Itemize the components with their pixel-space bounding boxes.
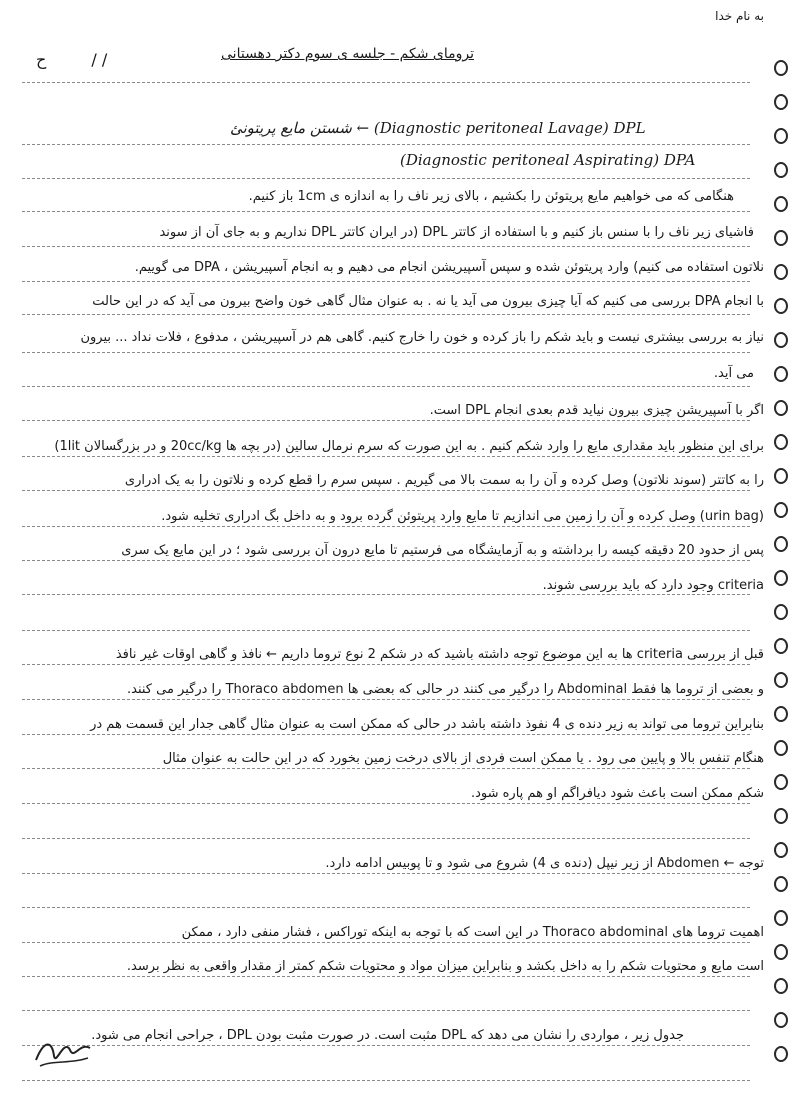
binding-ring — [774, 366, 788, 382]
ruled-line — [22, 246, 750, 247]
note-line: شکم ممکن است باعث شود دیافراگم او هم پاره شود. — [470, 786, 764, 801]
binding-ring — [774, 910, 788, 926]
binding-ring — [774, 60, 788, 76]
note-line: نلاتون استفاده می کنیم) وارد پریتوئن شده و سپس آسپیریشن انجام می دهیم و به انجام آسپیریشن ، DPA می گوییم. — [134, 260, 764, 275]
ruled-line — [22, 314, 750, 315]
page-title: ترومای شکم - جلسه ی سوم دکتر دهستانی — [221, 46, 474, 62]
ruled-line — [22, 178, 750, 179]
note-line: بنابراین تروما می تواند به زیر دنده ی 4 نفوذ داشته باشد در حالی که ممکن است به عنوان مثال گاهی جدار این قسمت هم در — [90, 717, 764, 732]
ruled-line — [22, 560, 750, 561]
binding-ring — [774, 196, 788, 212]
ruled-line — [22, 386, 750, 387]
binding-ring — [774, 264, 788, 280]
ruled-line — [22, 803, 750, 804]
ruled-line — [22, 144, 750, 145]
ruled-line — [22, 420, 750, 421]
binding-ring — [774, 808, 788, 824]
date-suffix: ح — [36, 50, 47, 69]
note-line: هنگام تنفس بالا و پایین می رود . یا ممکن است فردی از بالای درخت زمین بخورد که در این حالت به عنوان مثال — [162, 751, 764, 766]
note-line: اگر با آسپیریشن چیزی بیرون نیاید قدم بعدی انجام DPL است. — [429, 403, 764, 418]
binding-ring — [774, 740, 788, 756]
note-line: با انجام DPA بررسی می کنیم که آیا چیزی بیرون می آید یا نه . به عنوان مثال گاهی خون واضح بیرون می آید که در این حالت — [92, 294, 764, 309]
binding-ring — [774, 672, 788, 688]
spiral-binding — [772, 40, 792, 1103]
ruled-line — [22, 907, 750, 908]
bismillah: به نام خدا — [715, 9, 764, 23]
binding-ring — [774, 604, 788, 620]
ruled-line — [22, 211, 750, 212]
note-line: شستن مایع پریتونئ ← (Diagnostic peritoneal Lavage) DPL — [230, 119, 646, 137]
ruled-line — [22, 976, 750, 977]
note-line: پس از حدود 20 دقیقه کیسه را برداشته و به آزمایشگاه می فرستیم تا مایع درون آن بررسی شود ؛ در این مایع یک سری — [121, 543, 764, 558]
binding-ring — [774, 570, 788, 586]
note-line: برای این منظور باید مقداری مایع را وارد شکم کنیم . به این صورت که سرم نرمال سالین (در بچه ها 20cc/kg و در بزرگسالان 1lit) — [54, 439, 764, 454]
ruled-line — [22, 942, 750, 943]
binding-ring — [774, 434, 788, 450]
ruled-line — [22, 630, 750, 631]
note-line: (urin bag) وصل کرده و آن را زمین می اندازیم تا مایع وارد پریتوئن گرده برود و به داخل بگ ادراری تخلیه شود. — [161, 509, 764, 524]
binding-ring — [774, 400, 788, 416]
ruled-line — [22, 526, 750, 527]
binding-ring — [774, 332, 788, 348]
ruled-line — [22, 281, 750, 282]
binding-ring — [774, 774, 788, 790]
note-line: است مایع و محتویات شکم را به داخل بکشد و بنابراین میزان مواد و محتویات شکم کمتر از مقدار واقعی به نظر برسد. — [126, 959, 764, 974]
binding-ring — [774, 230, 788, 246]
binding-ring — [774, 638, 788, 654]
ruled-line — [22, 1080, 750, 1081]
ruled-line — [22, 699, 750, 700]
note-line: هنگامی که می خواهیم مایع پریتوئن را بکشیم ، بالای زیر ناف را به اندازه ی 1cm باز کنیم. — [248, 189, 734, 204]
ruled-line — [22, 838, 750, 839]
note-line: criteria وجود دارد که باید بررسی شوند. — [542, 578, 764, 593]
binding-ring — [774, 1046, 788, 1062]
ruled-line — [22, 490, 750, 491]
binding-ring — [774, 944, 788, 960]
ruled-line — [22, 873, 750, 874]
binding-ring — [774, 468, 788, 484]
date-label — [36, 52, 107, 68]
note-line: قبل از بررسی criteria ها به این موضوع توجه داشته باشید که در شکم 2 نوع تروما داریم ← نافذ و گاهی اوقات غیر نافذ — [115, 647, 764, 662]
date-field: / / — [91, 50, 108, 69]
ruled-line — [22, 1045, 750, 1046]
ruled-line — [22, 82, 750, 83]
ruled-line — [22, 768, 750, 769]
binding-ring — [774, 162, 788, 178]
binding-ring — [774, 1012, 788, 1028]
note-line: جدول زیر ، مواردی را نشان می دهد که DPL مثبت است. در صورت مثبت بودن DPL ، جراحی انجام می شود. — [91, 1028, 684, 1043]
binding-ring — [774, 128, 788, 144]
binding-ring — [774, 978, 788, 994]
binding-ring — [774, 94, 788, 110]
ruled-line — [22, 664, 750, 665]
binding-ring — [774, 706, 788, 722]
note-line: توجه ← Abdomen از زیر نیپل (دنده ی 4) شروع می شود و تا پوبیس ادامه دارد. — [325, 856, 764, 871]
note-line: فاشیای زیر ناف را با سنس باز کنیم و با استفاده از کاتتر DPL (در ایران کاتتر DPL نداریم و به جای آن از سوند — [159, 225, 754, 240]
binding-ring — [774, 502, 788, 518]
binding-ring — [774, 298, 788, 314]
note-line: (Diagnostic peritoneal Aspirating) DPA — [400, 151, 696, 169]
note-line: می آید. — [713, 366, 754, 381]
note-line: نیاز به بررسی بیشتری نیست و باید شکم را باز کرده و خون را خارج کنیم. گاهی هم در آسپیریشن ، مدفوع ، فلات نداد ... بیرون — [80, 330, 764, 345]
note-line: را به کاتتر (سوند نلاتون) وصل کرده و آن را به سمت بالا می گیریم . سپس سرم را قطع کرده و نلاتون را به یک ادراری — [124, 473, 764, 488]
signature-stamp — [30, 1030, 96, 1072]
ruled-line — [22, 1010, 750, 1011]
binding-ring — [774, 842, 788, 858]
binding-ring — [774, 876, 788, 892]
ruled-line — [22, 594, 750, 595]
binding-ring — [774, 536, 788, 552]
ruled-line — [22, 456, 750, 457]
ruled-line — [22, 734, 750, 735]
note-line: و بعضی از تروما ها فقط Abdominal را درگیر می کنند در حالی که بعضی ها Thoraco abdomen را درگیر می کنند. — [127, 682, 764, 697]
ruled-line — [22, 352, 750, 353]
note-line: اهمیت تروما های Thoraco abdominal در این است که با توجه به اینکه توراکس ، فشار منفی دارد ، ممکن — [181, 925, 764, 940]
